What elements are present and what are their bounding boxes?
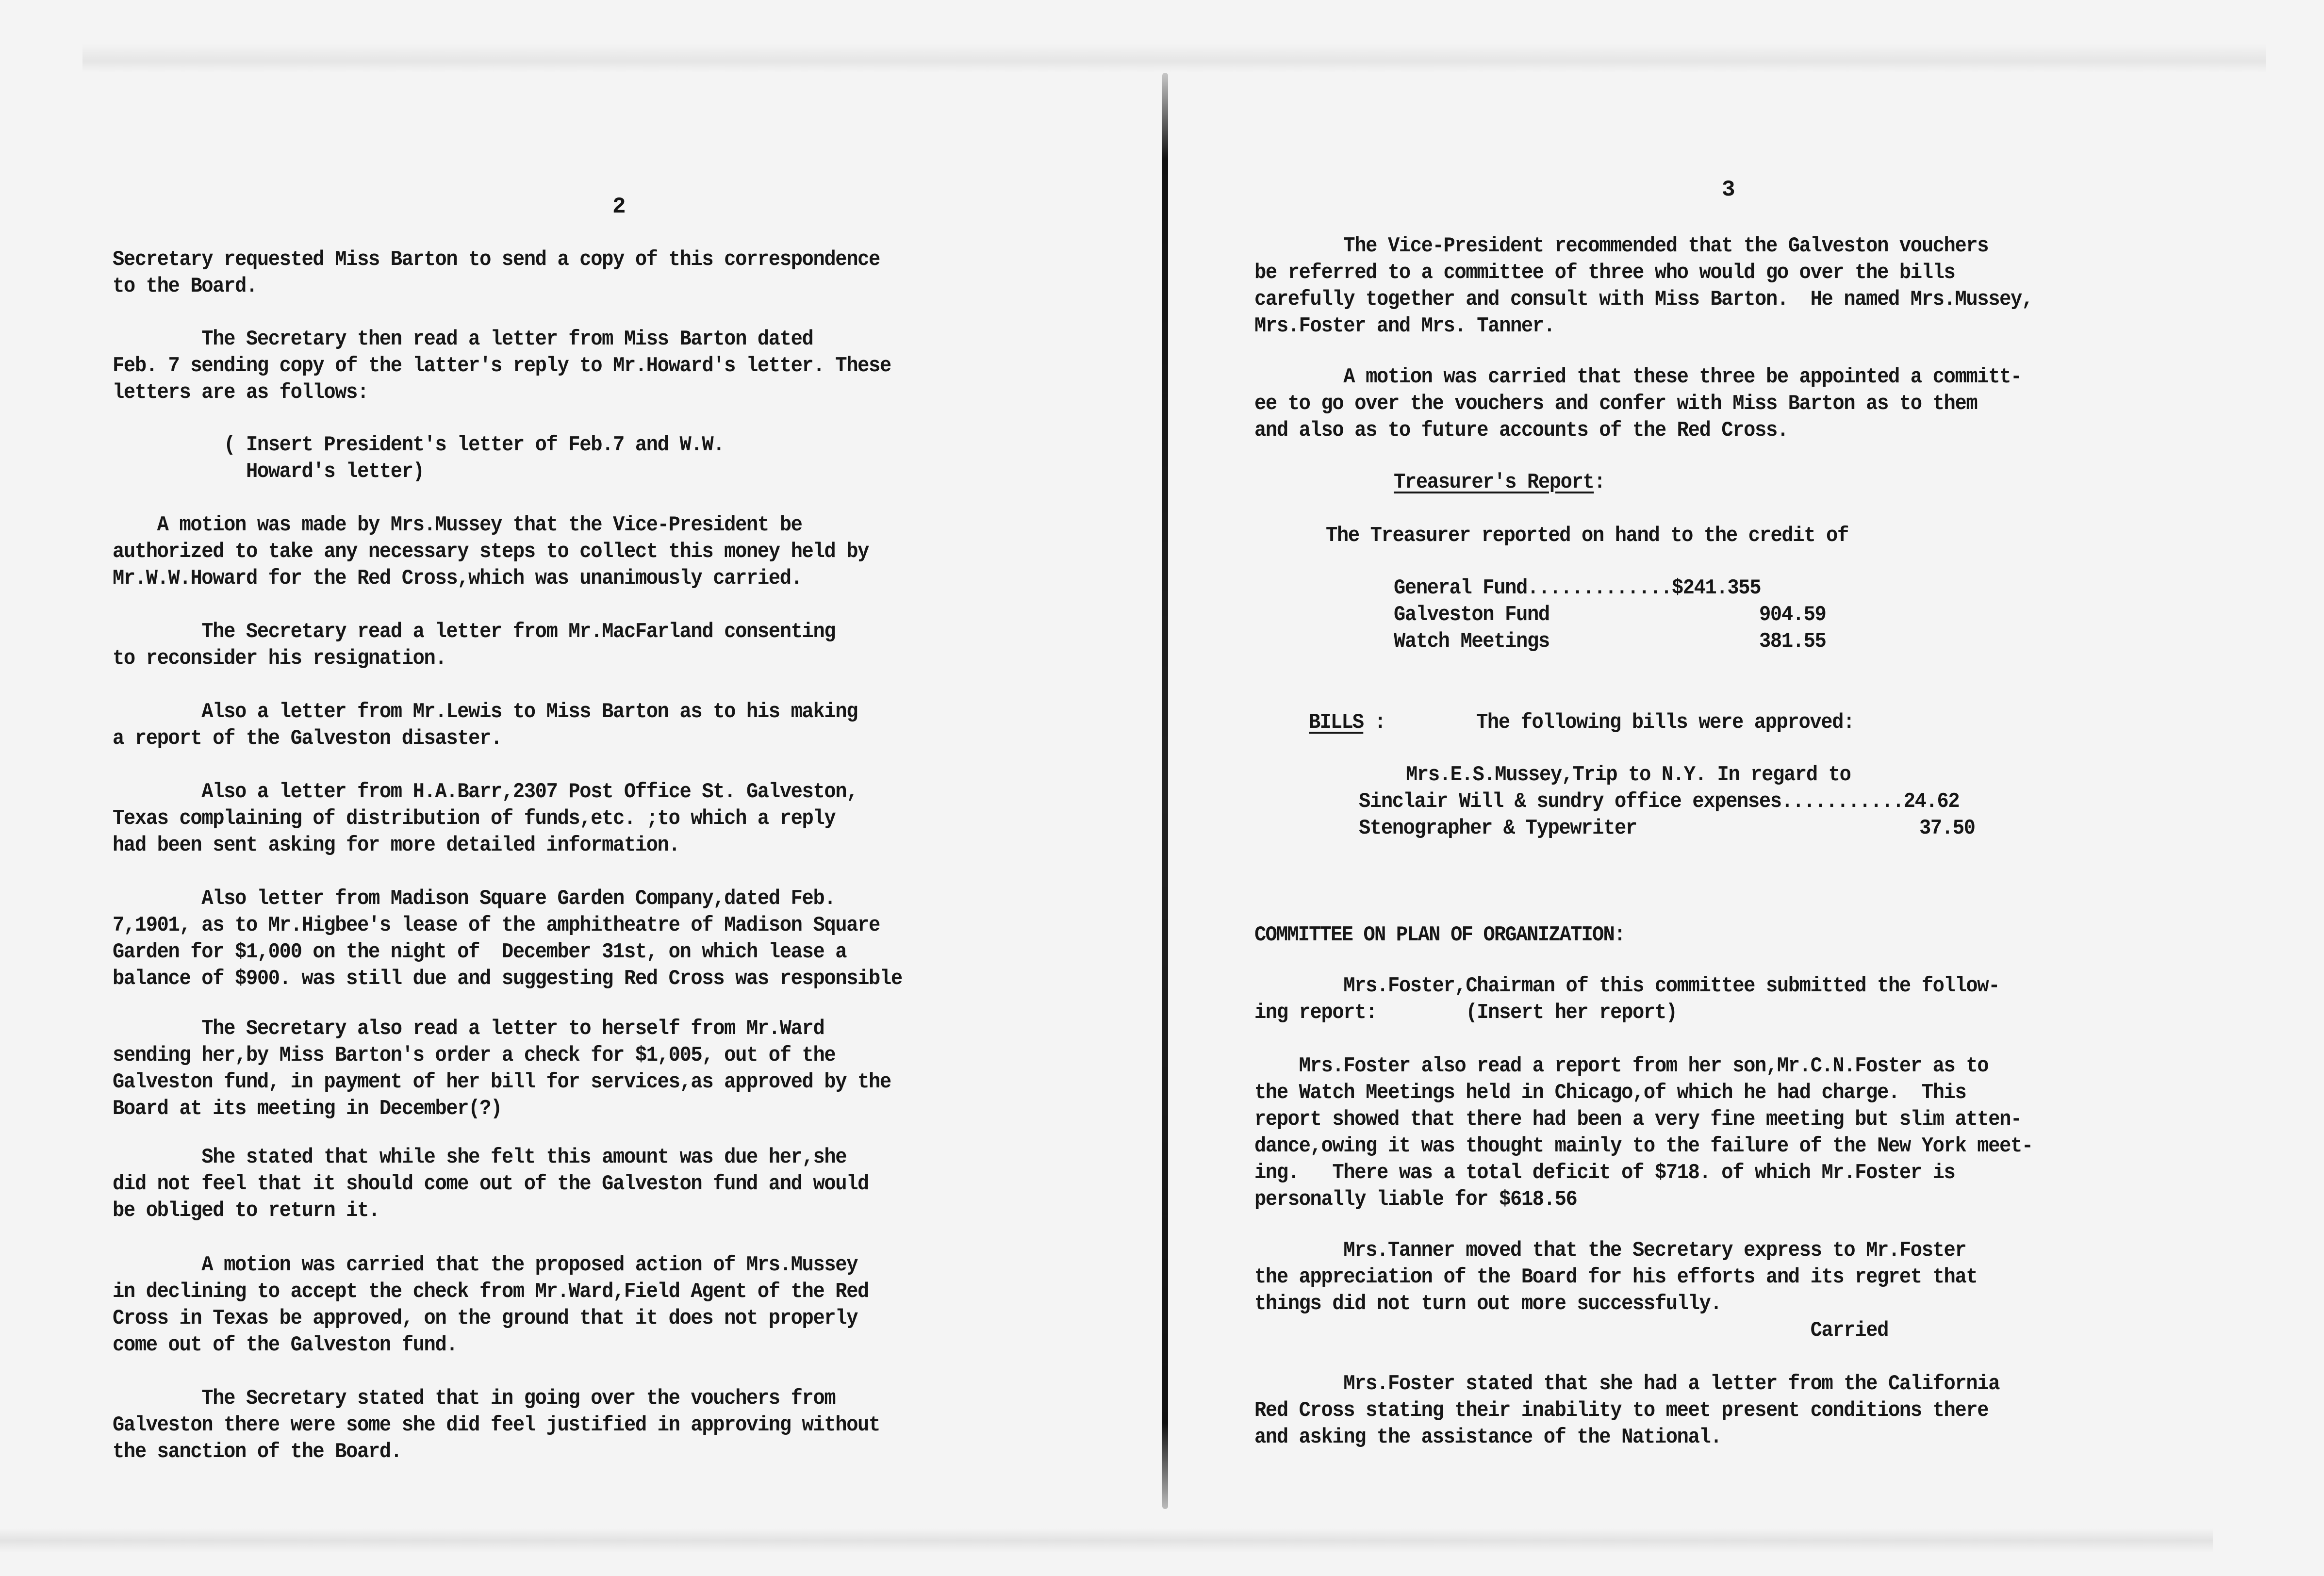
fund-row: Galveston Fund — [1394, 603, 1549, 627]
bill-row: Sinclair Will & sundry office expenses...........24.62 — [1359, 789, 1960, 814]
paragraph: She stated that while she felt this amount was due her,she did not feel that it should come out of the Galveston fund and would be obliged to return it. — [113, 1145, 869, 1223]
paragraph: A motion was carried that the proposed action of Mrs.Mussey in declining to accept the check from Mr.Ward,Field Agent of the Red Cross in Texas be approved, on the ground that it does not properly come out of the Galveston fund. — [113, 1253, 869, 1357]
fund-row: General Fund.............$241.355 — [1394, 576, 1761, 600]
bill-row: Stenographer & Typewriter — [1359, 816, 1637, 840]
left-page — [0, 0, 1160, 1576]
page-number: 2 — [612, 194, 626, 219]
insert-note: ( Insert President's letter of Feb.7 and W.W. Howard's letter) — [113, 433, 725, 484]
bill-amount: 37.50 — [1919, 816, 1975, 840]
paragraph: The Secretary also read a letter to herself from Mr.Ward sending her,by Miss Barton's order a check for $1,005, out of the Galveston fund, in payment of her bill for services,as approved by the Board at its meeting in December(?) — [113, 1017, 891, 1121]
paragraph: The Vice-President recommended that the Galveston vouchers be referred to a committee of three who would go over the bills carefully together and consult with Miss Barton. He named Mrs.Mussey, Mrs.Foster and Mrs. Tanner. — [1254, 234, 2033, 338]
paragraph: The Secretary then read a letter from Miss Barton dated Feb. 7 sending copy of the latter's reply to Mr.Howard's letter. These letters are as follows: — [113, 327, 891, 405]
paragraph: A motion was carried that these three be appointed a committ- ee to go over the vouchers and confer with Miss Barton as to them and also as to future accounts of the Red Cross. — [1254, 365, 2022, 443]
committee-heading: COMMITTEE ON PLAN OF ORGANIZATION: — [1254, 923, 1625, 947]
treasurer-report-heading: Treasurer's Report: — [1394, 470, 1605, 494]
paragraph: Mrs.Foster also read a report from her son,Mr.C.N.Foster as to the Watch Meetings held in Chicago,of which he had charge. This report showed that there had been a very fine meeting but slim atten- dance,owing it was thought mainly to the failure of the New York meet- ing. There was a total deficit of $718. of which Mr.Foster is personally liable for $618.56 — [1254, 1054, 2033, 1212]
bills-intro: The following bills were approved: — [1476, 710, 1855, 735]
treasurer-intro: The Treasurer reported on hand to the credit of — [1326, 524, 1848, 548]
paragraph: Secretary requested Miss Barton to send a copy of this correspondence to the Board. — [113, 247, 880, 298]
paragraph: Mrs.Foster stated that she had a letter from the California Red Cross stating their inability to meet present conditions there and asking the assistance of the National. — [1254, 1372, 2000, 1449]
paragraph: The Secretary read a letter from Mr.MacFarland consenting to reconsider his resignation. — [113, 620, 836, 671]
bill-description: Mrs.E.S.Mussey,Trip to N.Y. In regard to — [1406, 763, 1851, 787]
paragraph: A motion was made by Mrs.Mussey that the Vice-President be authorized to take any necessary steps to collect this money held by Mr.W.W.Howard for the Red Cross,which was unanimously carried. — [113, 513, 869, 591]
fund-amount: 381.55 — [1759, 629, 1826, 654]
paragraph: Also a letter from H.A.Barr,2307 Post Office St. Galveston, Texas complaining of distribution of funds,etc. ;to which a reply had been sent asking for more detailed information. — [113, 780, 858, 857]
carried-note: Carried — [1254, 1318, 1888, 1343]
paragraph: Also letter from Madison Square Garden Company,dated Feb. 7,1901, as to Mr.Higbee's lease of the amphitheatre of Madison Square Garden for $1,000 on the night of December 31st, on which lease a balance of $900. was still due and suggesting Red Cross was responsible — [113, 886, 902, 991]
paragraph: Mrs.Tanner moved that the Secretary express to Mr.Foster the appreciation of the Board for his efforts and its regret that things did not turn out more successfully. — [1254, 1238, 1978, 1316]
bills-heading: BILLS : — [1309, 710, 1386, 735]
page-number: 3 — [1722, 177, 1735, 202]
right-page — [1170, 0, 2324, 1576]
paragraph: Also a letter from Mr.Lewis to Miss Barton as to his making a report of the Galveston disaster. — [113, 700, 858, 751]
paragraph: The Secretary stated that in going over the vouchers from Galveston there were some she did feel justified in approving without the sanction of the Board. — [113, 1386, 880, 1464]
fund-row: Watch Meetings — [1394, 629, 1549, 654]
paragraph: Mrs.Foster,Chairman of this committee submitted the follow- ing report: (Insert her report) — [1254, 974, 2000, 1025]
book-gutter — [1162, 73, 1168, 1509]
fund-amount: 904.59 — [1759, 603, 1826, 627]
